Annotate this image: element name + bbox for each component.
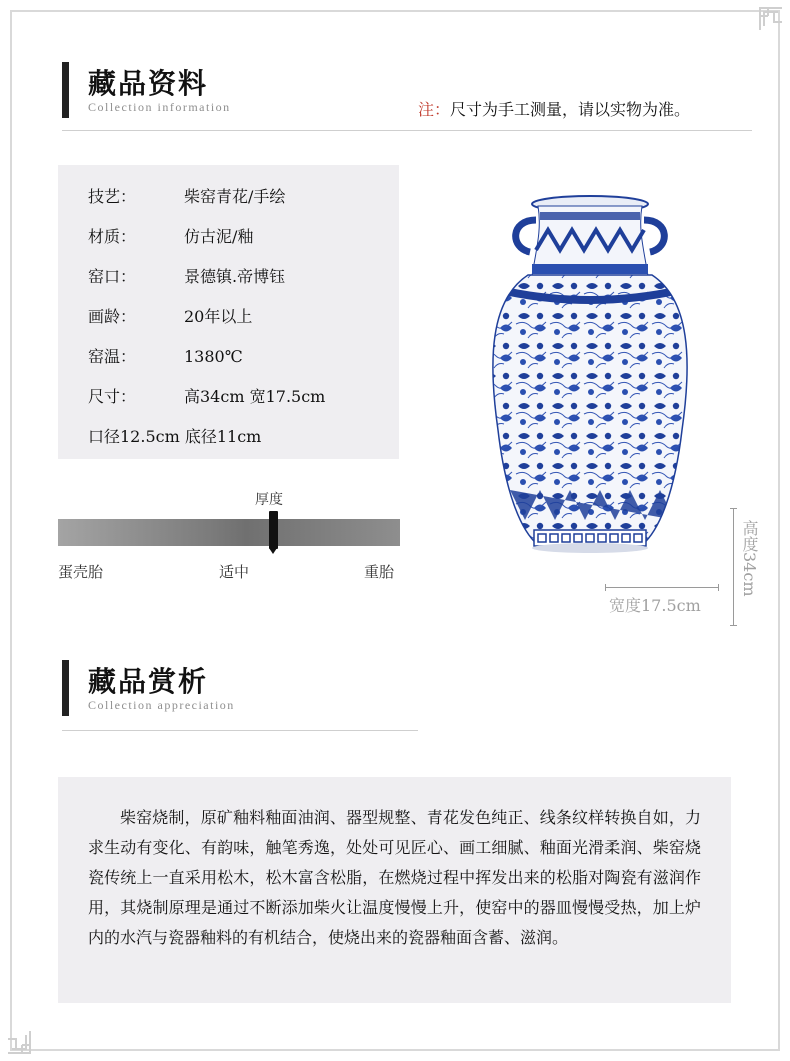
info-value: 1380℃ <box>184 347 243 366</box>
info-row-technique <box>88 184 285 207</box>
thickness-gauge <box>58 519 400 546</box>
width-dimension-line <box>605 587 719 588</box>
corner-fret-ornament <box>758 6 784 32</box>
height-dimension-label: 高度34cm <box>740 520 759 597</box>
blue-white-vase-image <box>480 190 700 555</box>
section-accent-bar <box>62 62 69 118</box>
section-accent-bar <box>62 660 69 716</box>
info-panel <box>58 165 399 459</box>
note-text: 尺寸为手工测量，请以实物为准。 <box>450 100 691 119</box>
info-key: 窑温： <box>88 347 137 366</box>
thickness-scale-thin: 蛋壳胎 <box>58 563 104 581</box>
info-value: 柴窑青花/手绘 <box>184 187 286 206</box>
section-subtitle: Collection information <box>88 100 231 114</box>
info-row-material <box>88 224 253 247</box>
info-value: 20年以上 <box>184 307 253 326</box>
info-row-kiln <box>88 264 285 287</box>
section-title: 藏品资料 <box>88 67 209 100</box>
section-subtitle: Collection appreciation <box>88 698 235 712</box>
info-row-kiln-temperature <box>88 344 243 367</box>
note-prefix: 注： <box>418 100 451 119</box>
corner-fret-ornament <box>6 1029 32 1055</box>
info-key: 窑口： <box>88 267 137 286</box>
info-key: 尺寸： <box>88 387 137 406</box>
height-dimension-line <box>733 508 734 626</box>
thickness-scale-medium: 适中 <box>219 563 250 581</box>
description-text: 柴窑烧制，原矿釉料釉面油润、器型规整、青花发色纯正、线条纹样转换自如，力求生动有变化、有韵味，触笔秀逸，处处可见匠心、画工细腻、釉面光滑柔润、柴窑烧瓷传统上一直采用松木，松木富含松脂，在燃烧过程中挥发出来的松脂对陶瓷有滋润作用，其烧制原理是通过不断添加柴火让温度慢慢上升，使窑中的器皿慢慢受热，加上炉内的水汽与瓷器釉料的有机结合，使烧出来的瓷器釉面含蓄、滋润。 <box>88 808 701 947</box>
description-panel <box>58 777 731 1003</box>
info-value: 仿古泥/釉 <box>184 227 254 246</box>
info-row-size <box>88 384 325 407</box>
width-dimension-label: 宽度17.5cm <box>609 596 701 615</box>
section-divider <box>62 130 752 131</box>
thickness-marker <box>269 511 278 549</box>
section-divider <box>62 730 418 731</box>
thickness-label: 厚度 <box>255 492 283 508</box>
thickness-scale-heavy: 重胎 <box>364 563 395 581</box>
info-key: 画龄： <box>88 307 137 326</box>
measurement-note <box>418 97 690 120</box>
section-title: 藏品赏析 <box>88 665 209 698</box>
info-row-painting-years <box>88 304 252 327</box>
info-value: 景德镇.帝博钰 <box>184 267 286 286</box>
info-key: 技艺： <box>88 187 137 206</box>
info-key: 材质： <box>88 227 137 246</box>
info-row-diameters: 口径12.5cm 底径11cm <box>88 427 262 446</box>
info-value: 高34cm 宽17.5cm <box>184 387 326 406</box>
